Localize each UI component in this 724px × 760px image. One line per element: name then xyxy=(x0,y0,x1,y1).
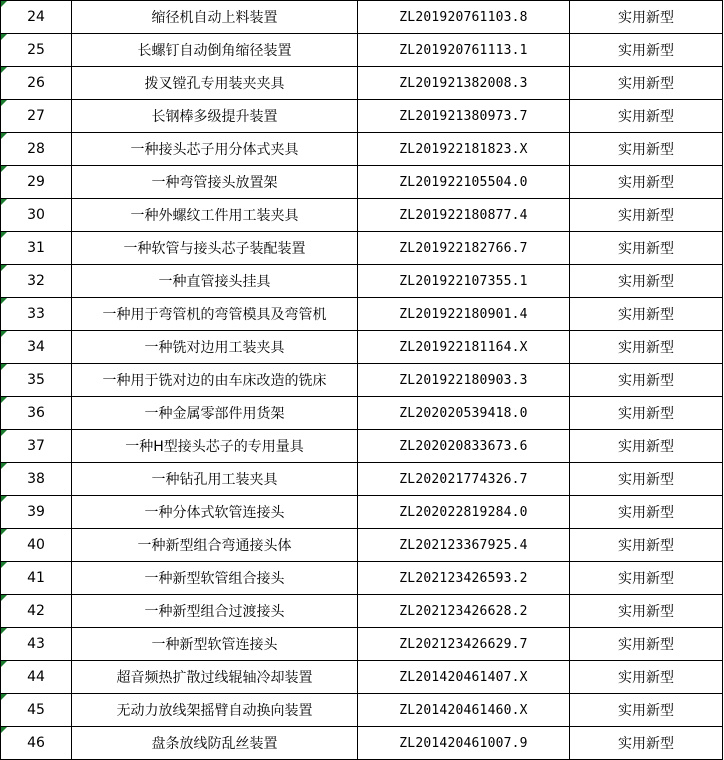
patent-type-cell: 实用新型 xyxy=(570,463,723,496)
patent-number-cell: ZL201922182766.7 xyxy=(358,232,570,265)
patent-number-cell: ZL202022819284.0 xyxy=(358,496,570,529)
patent-type-cell: 实用新型 xyxy=(570,628,723,661)
table-row xyxy=(1,232,723,265)
patent-name-cell: 一种分体式软管连接头 xyxy=(72,496,358,529)
patent-name-cell: 盘条放线防乱丝装置 xyxy=(72,727,358,760)
patent-name-cell: 一种H型接头芯子的专用量具 xyxy=(72,430,358,463)
row-number-cell: 40 xyxy=(1,529,72,562)
patent-name-cell: 一种新型软管连接头 xyxy=(72,628,358,661)
table-row xyxy=(1,727,723,760)
patent-number-cell: ZL201922107355.1 xyxy=(358,265,570,298)
patent-type-cell: 实用新型 xyxy=(570,265,723,298)
row-number-cell: 32 xyxy=(1,265,72,298)
patent-name-cell: 一种新型软管组合接头 xyxy=(72,562,358,595)
patent-name-cell: 一种新型组合过渡接头 xyxy=(72,595,358,628)
patent-type-cell: 实用新型 xyxy=(570,298,723,331)
patent-number-cell: ZL201922181164.X xyxy=(358,331,570,364)
table-row xyxy=(1,331,723,364)
patent-type-cell: 实用新型 xyxy=(570,430,723,463)
table-row xyxy=(1,661,723,694)
row-number-cell: 31 xyxy=(1,232,72,265)
table-row xyxy=(1,397,723,430)
table-row xyxy=(1,100,723,133)
patent-name-cell: 一种外螺纹工件用工装夹具 xyxy=(72,199,358,232)
patent-number-cell: ZL201921380973.7 xyxy=(358,100,570,133)
patent-name-cell: 一种接头芯子用分体式夹具 xyxy=(72,133,358,166)
table-row xyxy=(1,364,723,397)
table-row xyxy=(1,298,723,331)
patent-type-cell: 实用新型 xyxy=(570,1,723,34)
row-number-cell: 28 xyxy=(1,133,72,166)
patent-type-cell: 实用新型 xyxy=(570,34,723,67)
patent-name-cell: 长螺钉自动倒角缩径装置 xyxy=(72,34,358,67)
patent-type-cell: 实用新型 xyxy=(570,331,723,364)
row-number-cell: 34 xyxy=(1,331,72,364)
patent-name-cell: 一种用于弯管机的弯管模具及弯管机 xyxy=(72,298,358,331)
table-row xyxy=(1,694,723,727)
patent-name-cell: 长钢棒多级提升装置 xyxy=(72,100,358,133)
row-number-cell: 38 xyxy=(1,463,72,496)
row-number-cell: 30 xyxy=(1,199,72,232)
row-number-cell: 44 xyxy=(1,661,72,694)
patent-number-cell: ZL202123367925.4 xyxy=(358,529,570,562)
patent-type-cell: 实用新型 xyxy=(570,496,723,529)
table-row xyxy=(1,430,723,463)
table-row xyxy=(1,595,723,628)
patent-name-cell: 超音频热扩散过线辊轴冷却装置 xyxy=(72,661,358,694)
patent-type-cell: 实用新型 xyxy=(570,529,723,562)
patent-type-cell: 实用新型 xyxy=(570,364,723,397)
patent-number-cell: ZL202123426593.2 xyxy=(358,562,570,595)
table-row xyxy=(1,133,723,166)
table-row xyxy=(1,166,723,199)
table-row xyxy=(1,1,723,34)
patent-name-cell: 无动力放线架摇臂自动换向装置 xyxy=(72,694,358,727)
patent-type-cell: 实用新型 xyxy=(570,562,723,595)
patent-number-cell: ZL202123426628.2 xyxy=(358,595,570,628)
patent-number-cell: ZL202020539418.0 xyxy=(358,397,570,430)
patent-name-cell: 缩径机自动上料装置 xyxy=(72,1,358,34)
patent-number-cell: ZL201920761113.1 xyxy=(358,34,570,67)
table-row xyxy=(1,67,723,100)
row-number-cell: 29 xyxy=(1,166,72,199)
table-row xyxy=(1,529,723,562)
table-row xyxy=(1,628,723,661)
row-number-cell: 36 xyxy=(1,397,72,430)
row-number-cell: 27 xyxy=(1,100,72,133)
patent-number-cell: ZL201922181823.X xyxy=(358,133,570,166)
row-number-cell: 37 xyxy=(1,430,72,463)
patent-number-cell: ZL201921382008.3 xyxy=(358,67,570,100)
patent-type-cell: 实用新型 xyxy=(570,397,723,430)
table-row xyxy=(1,463,723,496)
patent-type-cell: 实用新型 xyxy=(570,100,723,133)
patent-name-cell: 一种用于铣对边的由车床改造的铣床 xyxy=(72,364,358,397)
patent-type-cell: 实用新型 xyxy=(570,595,723,628)
patent-type-cell: 实用新型 xyxy=(570,133,723,166)
patent-number-cell: ZL201922105504.0 xyxy=(358,166,570,199)
patent-number-cell: ZL202123426629.7 xyxy=(358,628,570,661)
patent-number-cell: ZL201920761103.8 xyxy=(358,1,570,34)
patent-type-cell: 实用新型 xyxy=(570,166,723,199)
patent-number-cell: ZL201420461007.9 xyxy=(358,727,570,760)
patent-name-cell: 一种弯管接头放置架 xyxy=(72,166,358,199)
patent-name-cell: 拨叉镗孔专用装夹夹具 xyxy=(72,67,358,100)
row-number-cell: 39 xyxy=(1,496,72,529)
row-number-cell: 35 xyxy=(1,364,72,397)
row-number-cell: 25 xyxy=(1,34,72,67)
patent-type-cell: 实用新型 xyxy=(570,232,723,265)
table-row xyxy=(1,265,723,298)
patent-name-cell: 一种钻孔用工装夹具 xyxy=(72,463,358,496)
patent-table-body xyxy=(1,1,723,760)
patent-type-cell: 实用新型 xyxy=(570,199,723,232)
patent-name-cell: 一种软管与接头芯子装配装置 xyxy=(72,232,358,265)
patent-type-cell: 实用新型 xyxy=(570,694,723,727)
table-row xyxy=(1,496,723,529)
row-number-cell: 26 xyxy=(1,67,72,100)
patent-number-cell: ZL202020833673.6 xyxy=(358,430,570,463)
patent-name-cell: 一种铣对边用工装夹具 xyxy=(72,331,358,364)
table-row xyxy=(1,199,723,232)
row-number-cell: 45 xyxy=(1,694,72,727)
patent-number-cell: ZL201420461460.X xyxy=(358,694,570,727)
row-number-cell: 43 xyxy=(1,628,72,661)
patent-name-cell: 一种新型组合弯通接头体 xyxy=(72,529,358,562)
row-number-cell: 24 xyxy=(1,1,72,34)
patent-name-cell: 一种金属零部件用货架 xyxy=(72,397,358,430)
row-number-cell: 46 xyxy=(1,727,72,760)
row-number-cell: 41 xyxy=(1,562,72,595)
table-row xyxy=(1,562,723,595)
patent-type-cell: 实用新型 xyxy=(570,661,723,694)
patent-number-cell: ZL201922180901.4 xyxy=(358,298,570,331)
patent-type-cell: 实用新型 xyxy=(570,727,723,760)
row-number-cell: 42 xyxy=(1,595,72,628)
patent-number-cell: ZL201922180903.3 xyxy=(358,364,570,397)
patent-number-cell: ZL202021774326.7 xyxy=(358,463,570,496)
patent-number-cell: ZL201420461407.X xyxy=(358,661,570,694)
patent-type-cell: 实用新型 xyxy=(570,67,723,100)
row-number-cell: 33 xyxy=(1,298,72,331)
patent-number-cell: ZL201922180877.4 xyxy=(358,199,570,232)
patent-name-cell: 一种直管接头挂具 xyxy=(72,265,358,298)
table-row xyxy=(1,34,723,67)
